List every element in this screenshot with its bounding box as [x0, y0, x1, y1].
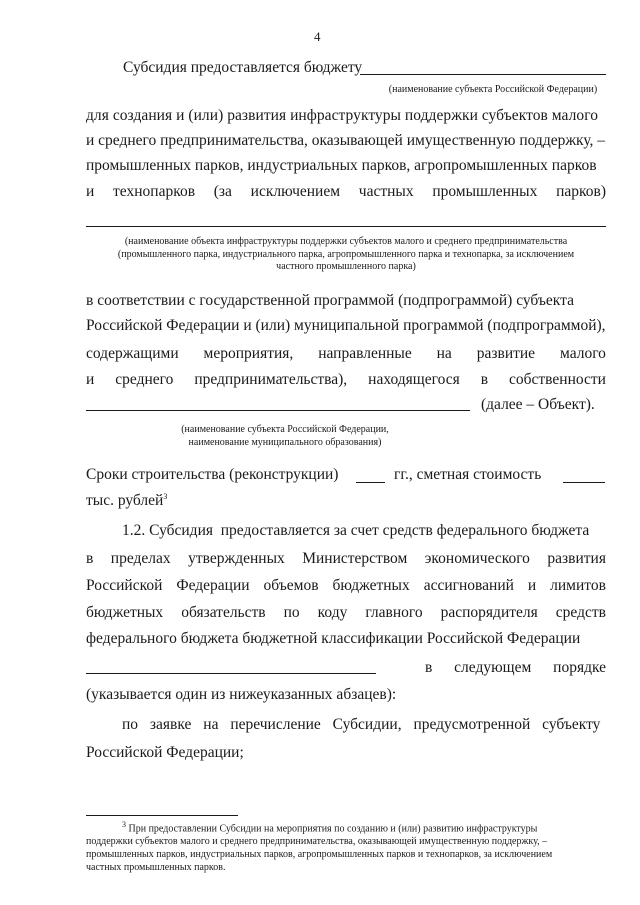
p2-line4: [86, 371, 606, 389]
footnote: [86, 820, 606, 874]
caption-owner-line2: наименование муниципального образования): [188, 436, 382, 448]
word: пределах: [110, 550, 171, 567]
cost-blank: [563, 482, 605, 483]
p4-line4: [86, 604, 606, 622]
p3-line1b: гг., сметная стоимость: [394, 466, 542, 483]
caption-object-line3: частного промышленного парка): [276, 261, 416, 272]
word: распорядителя: [440, 604, 538, 621]
footnote-line4: частных промышленных парков.: [86, 862, 226, 874]
owner-name-blank: [86, 410, 470, 411]
word: развитие: [476, 345, 536, 362]
word: следующем: [454, 659, 532, 676]
word: по: [283, 604, 300, 621]
p5-line1: по заявке на перечисление Субсидии, предусмотренной субъекту: [122, 716, 601, 733]
years-blank: [356, 482, 385, 483]
footnote-separator: [86, 815, 238, 816]
word: экономического: [424, 550, 530, 567]
p1-line4: промышленных парков, индустриальных парков, агропромышленных парков: [86, 157, 597, 174]
p4-line5: федерального бюджета бюджетной классификации Российской Федерации: [86, 630, 581, 647]
p1-line1: Субсидия предоставляется бюджету: [123, 59, 363, 76]
word: лимитов: [550, 577, 606, 594]
word: содержащими: [86, 345, 179, 362]
word: утвержденных: [188, 550, 285, 567]
word: в: [480, 371, 489, 388]
word: исключением: [250, 183, 341, 200]
p4-line6: [425, 659, 606, 677]
p1-line5: [86, 183, 606, 201]
word: коду: [317, 604, 348, 621]
word: среднего: [115, 371, 174, 388]
object-name-blank: [86, 226, 606, 227]
word: Российской: [86, 577, 163, 594]
word: и: [86, 183, 95, 200]
p2-line2: Российской Федерации и (или) муниципальной программой (подпрограммой),: [86, 317, 606, 334]
word: Федерации: [176, 577, 250, 594]
footnote-line2: поддержки субъектов малого и среднего предпринимательства, оказывающей имущественную поддержку, –: [86, 836, 548, 848]
p4-line1: 1.2. Субсидия предоставляется за счет средств федерального бюджета: [122, 522, 590, 539]
p3-line2: [86, 493, 167, 509]
word: бюджетных: [332, 577, 410, 594]
word: обязательств: [181, 604, 266, 621]
word: направленные: [318, 345, 412, 362]
subject-name-blank: [360, 74, 606, 75]
footnote-mark: 3: [122, 820, 126, 829]
footnote-line1: [86, 820, 606, 835]
word: и: [86, 371, 95, 388]
word: мероприятия,: [203, 345, 294, 362]
word: бюджетных: [86, 604, 164, 621]
word: ассигнований: [423, 577, 514, 594]
word: (за: [213, 183, 232, 200]
word: промышленных: [432, 183, 538, 200]
word: развития: [547, 550, 606, 567]
p1-line3: и среднего предпринимательства, оказывающей имущественную поддержку, –: [86, 132, 606, 149]
p4-line3: [86, 577, 606, 595]
p2-line1: в соответствии с государственной программой (подпрограммой) субъекта: [86, 292, 574, 309]
footnote-line1-text: При предоставлении Субсидии на мероприятия по созданию и (или) развитию инфраструктуры: [128, 823, 538, 835]
word: находящегося: [368, 371, 460, 388]
word: малого: [560, 345, 606, 362]
p3-line1a: Сроки строительства (реконструкции): [86, 466, 339, 483]
p4-line7: (указывается один из нижеуказанных абзацев):: [86, 686, 397, 703]
caption-subject-name: (наименование субъекта Российской Федерации): [388, 84, 598, 95]
word: в: [86, 550, 94, 567]
footnote-ref: 3: [163, 492, 168, 501]
word: на: [436, 345, 452, 362]
word: частных: [358, 183, 414, 200]
caption-object-name: [86, 236, 606, 274]
caption-object-line1: (наименование объекта инфраструктуры поддержки субъектов малого и среднего предпринимательства: [124, 236, 568, 247]
p2-line5-tail: (далее – Объект).: [481, 396, 595, 413]
word: в: [425, 659, 433, 676]
footnote-line3: промышленных парков, индустриальных парков, агропромышленных парков и технопарков, за исключением: [86, 849, 553, 861]
word: и: [527, 577, 537, 594]
caption-object-line2: (промышленного парка, индустриального парка, агропромышленного парка и технопарка, за исключением: [117, 248, 575, 260]
p2-line3: [86, 345, 606, 363]
word: объемов: [263, 577, 319, 594]
word: собственности: [509, 371, 606, 388]
word: предпринимательства),: [194, 371, 348, 388]
thousand-rubles: тыс. рублей: [86, 492, 164, 510]
page-number: 4: [314, 29, 321, 44]
caption-owner-name: [140, 424, 430, 449]
p5-line2: Российской Федерации;: [86, 744, 244, 761]
word: порядке: [553, 659, 606, 676]
word: Министерством: [302, 550, 408, 567]
word: главного: [365, 604, 423, 621]
p4-line2: [86, 550, 606, 568]
word: средств: [555, 604, 606, 621]
word: парков): [556, 183, 606, 200]
p1-line2: для создания и (или) развития инфраструктуры поддержки субъектов малого: [86, 107, 599, 124]
budget-code-blank: [86, 673, 376, 674]
word: технопарков: [113, 183, 196, 200]
caption-owner-line1: (наименование субъекта Российской Федерации,: [181, 424, 389, 435]
